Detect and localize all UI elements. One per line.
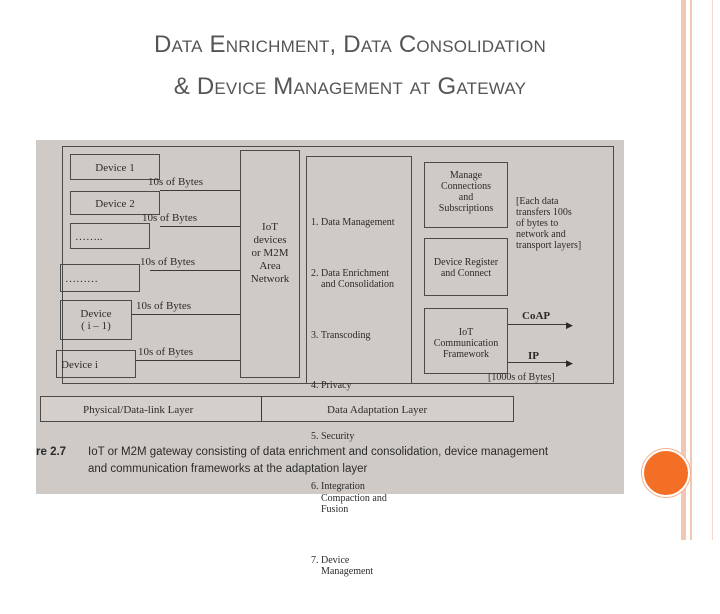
coap-label: CoAP: [522, 310, 551, 322]
bytes-label-1: 10s of Bytes: [148, 176, 203, 188]
caption-line-1: IoT or M2M gateway consisting of data enrichment and consolidation, device management: [88, 446, 549, 458]
bytes-label-2: 10s of Bytes: [142, 212, 197, 224]
bytes-label-4: 10s of Bytes: [136, 300, 191, 312]
comm-framework-box: [424, 308, 508, 374]
orange-circle-decoration: [642, 449, 690, 497]
function-item-7: 7. Device Management: [311, 554, 374, 577]
device-box-4: [60, 264, 140, 292]
device-label-5: Device ( i – 1): [80, 308, 112, 332]
caption-line-2: and communication frameworks at the adaptation layer: [88, 463, 368, 475]
bytes-label-3: 10s of Bytes: [140, 256, 195, 268]
function-item-1: 1. Data Management: [311, 217, 395, 228]
link-line-2: [160, 226, 240, 227]
device-label-2: Device 2: [95, 198, 135, 210]
manage-connections-box: [424, 162, 508, 228]
right-decorative-line: [712, 0, 713, 540]
device-box-5: [60, 300, 132, 340]
each-data-note: [Each data transfers 100s of bytes to network and transport layers]: [516, 196, 582, 251]
ip-arrow: [508, 362, 570, 363]
function-item-2: 2. Data Enrichment and Consolidation: [311, 267, 395, 290]
caption-figure-number: re 2.7: [36, 446, 67, 458]
layer-divider: [261, 397, 262, 421]
ip-arrowhead: ▶: [566, 358, 573, 368]
device-box-3: [70, 223, 150, 249]
comm-framework-label: IoT Communication Framework: [433, 327, 499, 360]
link-line-1: [160, 190, 240, 191]
device-box-6: [56, 350, 136, 378]
coap-arrowhead: ▶: [566, 320, 573, 330]
bytes-label-5: 10s of Bytes: [138, 346, 193, 358]
right-decorative-thin-bar: [690, 0, 692, 540]
device-label-3: ……..: [75, 231, 103, 243]
manage-connections-label: Manage Connections and Subscriptions: [438, 170, 494, 214]
thousands-bytes-note: [1000s of Bytes]: [488, 372, 555, 383]
slide-title: [20, 24, 680, 108]
title-line-2: & Device Management at Gateway: [173, 73, 527, 100]
network-box: [240, 150, 300, 378]
device-label-6: Device i: [61, 359, 98, 371]
function-item-4: 4. Privacy: [311, 380, 352, 391]
device-register-box: [424, 238, 508, 296]
title-line-1: Data Enrichment, Data Consolidation: [154, 31, 546, 58]
ip-label: IP: [528, 350, 539, 362]
function-item-5: 5. Security: [311, 430, 355, 442]
function-item-6: 6. Integration Compaction and Fusion: [311, 481, 387, 515]
coap-arrow: [508, 324, 570, 325]
device-label-1: Device 1: [95, 162, 135, 174]
layer-bar: [40, 396, 514, 422]
link-line-5: [136, 360, 240, 361]
adaptation-layer-label: Data Adaptation Layer: [327, 404, 428, 416]
function-item-3: 3. Transcoding: [311, 329, 371, 341]
diagram-photo: [36, 140, 624, 577]
physical-layer-label: Physical/Data-link Layer: [83, 404, 194, 416]
device-box-1: [70, 154, 160, 180]
link-line-3: [150, 270, 240, 271]
network-label: IoT devices or M2M Area Network: [250, 221, 290, 285]
device-register-label: Device Register and Connect: [433, 257, 499, 279]
link-line-4: [132, 314, 240, 315]
device-label-4: ………: [65, 273, 98, 285]
